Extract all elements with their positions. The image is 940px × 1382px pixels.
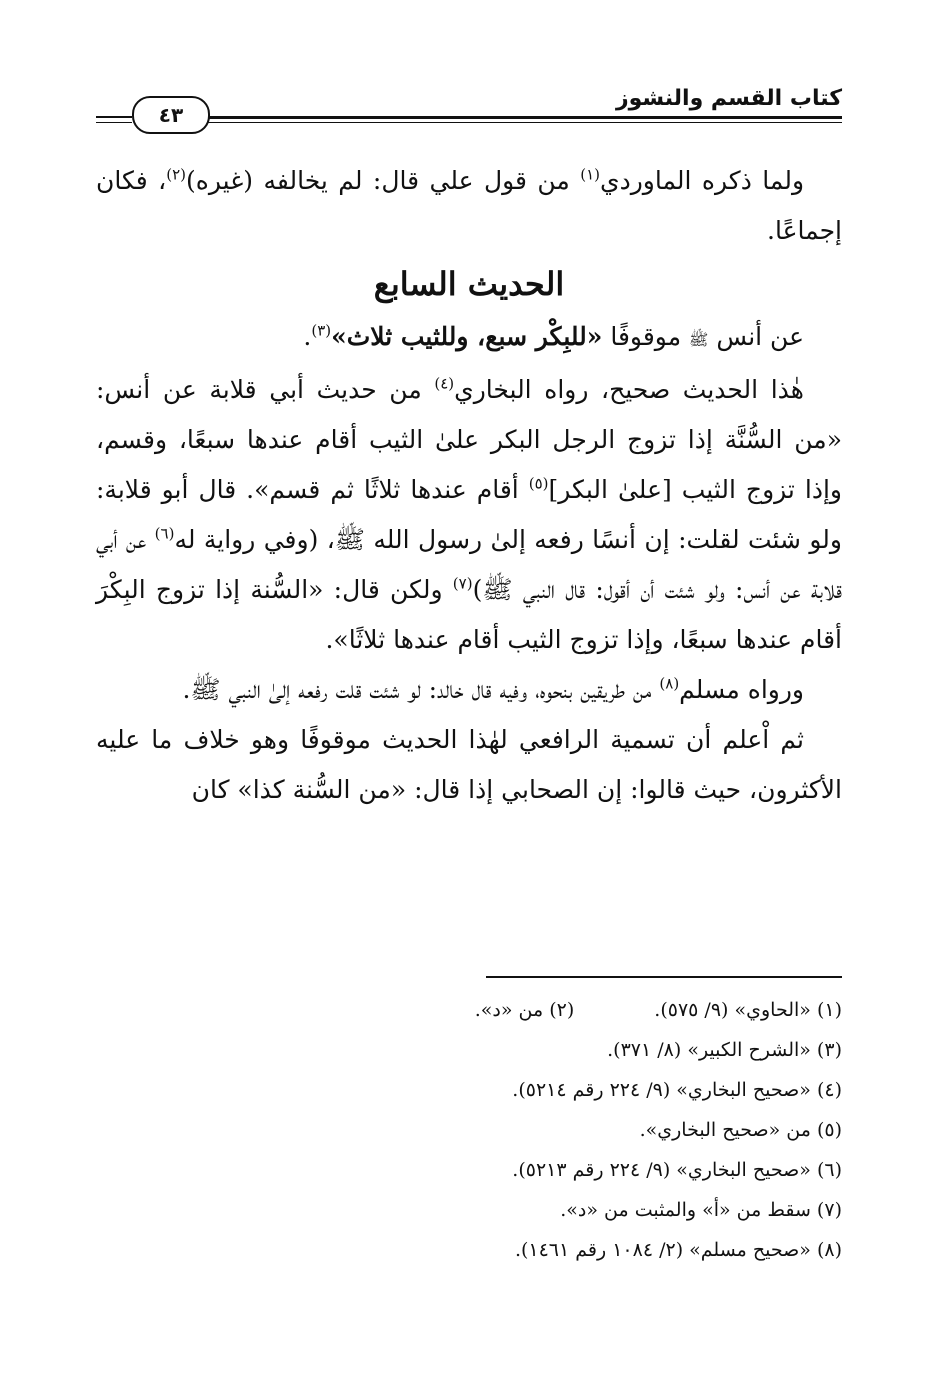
footnote-ref-3: (٣) [311,321,332,340]
p1-text-3: ، فكان إجماعًا. [96,166,842,245]
footnote-4: (٤) «صحيح البخاري» (٩/ ٢٢٤ رقم ٥٢١٤). [512,1079,842,1101]
p2-text-2: موقوفًا [602,322,690,351]
footnote-3: (٣) «الشرح الكبير» (٨/ ٣٧١). [607,1039,842,1061]
header-rule-thick [206,116,842,119]
p3-text-5: ولكن قال: «السُّنة إذا تزوج البِكْرَ أقام عندها سبعًا، وإذا تزوج الثيب أقام عندها ثلاثًا». [96,575,842,654]
footnotes [96,990,842,1270]
footnote-7: (٧) سقط من «أ» والمثبت من «د». [560,1199,842,1221]
footnote-ref-6: (٦) [154,524,175,543]
paragraph-1 [96,156,842,256]
running-title: كتاب القسم والنشوز [615,86,842,111]
paragraph-3 [96,365,842,665]
footnote-row-1 [96,990,842,1030]
page-number: ٤٣ [132,96,210,134]
paragraph-4 [96,665,842,715]
footnote-separator [486,976,842,978]
footnote-ref-2: (٢) [166,165,187,184]
footnote-6: (٦) «صحيح البخاري» (٩/ ٢٢٤ رقم ٥٢١٣). [512,1159,842,1181]
footnote-ref-7: (٧) [452,574,473,593]
header-rule-left-thin [96,122,132,123]
paragraph-2 [96,312,842,365]
p3-text-3: أقام عندها ثلاثًا ثم قسم». قال أبو قلابة: ولو شئت لقلت: إن أنسًا رفعه إلىٰ رسول الله ﷺ، (وفي رواية له [96,475,843,554]
p1-text-2: من قول علي قال: لم يخالفه (غيره) [186,166,581,195]
p2-text: عن أنس [708,322,804,351]
p2-end: . [303,322,312,351]
p3-text-4: عن أبي قلابة عن أنس: ولو شئت أن أقول: قال النبي ﷺ) [96,525,843,604]
footnote-ref-4: (٤) [434,374,455,393]
main-text [96,156,842,815]
footnote-2: (٢) من «د». [474,999,575,1021]
footnote-ref-8: (٨) [659,674,680,693]
header-rule-left-thick [96,116,132,118]
footnote-ref-1: (١) [580,165,601,184]
p1-text: ولما ذكره الماوردي [600,166,805,195]
paragraph-5: ثم اْعلم أن تسمية الرافعي لهٰذا الحديث موقوفًا وهو خلاف ما عليه الأكثرون، حيث قالوا: إن الصحابي إذا قال: «من السُّنة كذا» كان [96,725,842,804]
p3-text-2: من حديث أبي قلابة عن أنس: «من السُّنَّة إذا تزوج الرجل البكر علىٰ الثيب أقام عندها سبعًا، وقسم، وإذا تزوج الثيب [علىٰ البكر] [96,375,842,504]
footnote-8: (٨) «صحيح مسلم» (٢/ ١٠٨٤ رقم ١٤٦١). [514,1239,842,1261]
footnote-1: (١) «الحاوي» (٩/ ٥٧٥). [654,999,842,1021]
hadith-quote: «للبِكْر سبع، وللثيب ثلاث» [331,322,603,351]
section-heading: الحديث السابع [373,265,565,303]
honorific-glyph: ﷺ [689,330,709,349]
p4-text-2: من طريقين بنحوه، وفيه قال خالد: لو شئت قلت رفعه إلىٰ النبي ﷺ. [182,675,660,704]
page-header [96,82,842,132]
p4-text: ورواه مسلم [679,675,804,704]
p3-text: هٰذا الحديث صحيح، رواه البخاري [454,375,804,404]
header-rule-thin [206,122,842,123]
footnote-ref-5: (٥) [528,474,549,493]
footnote-5: (٥) من «صحيح البخاري». [639,1119,842,1141]
